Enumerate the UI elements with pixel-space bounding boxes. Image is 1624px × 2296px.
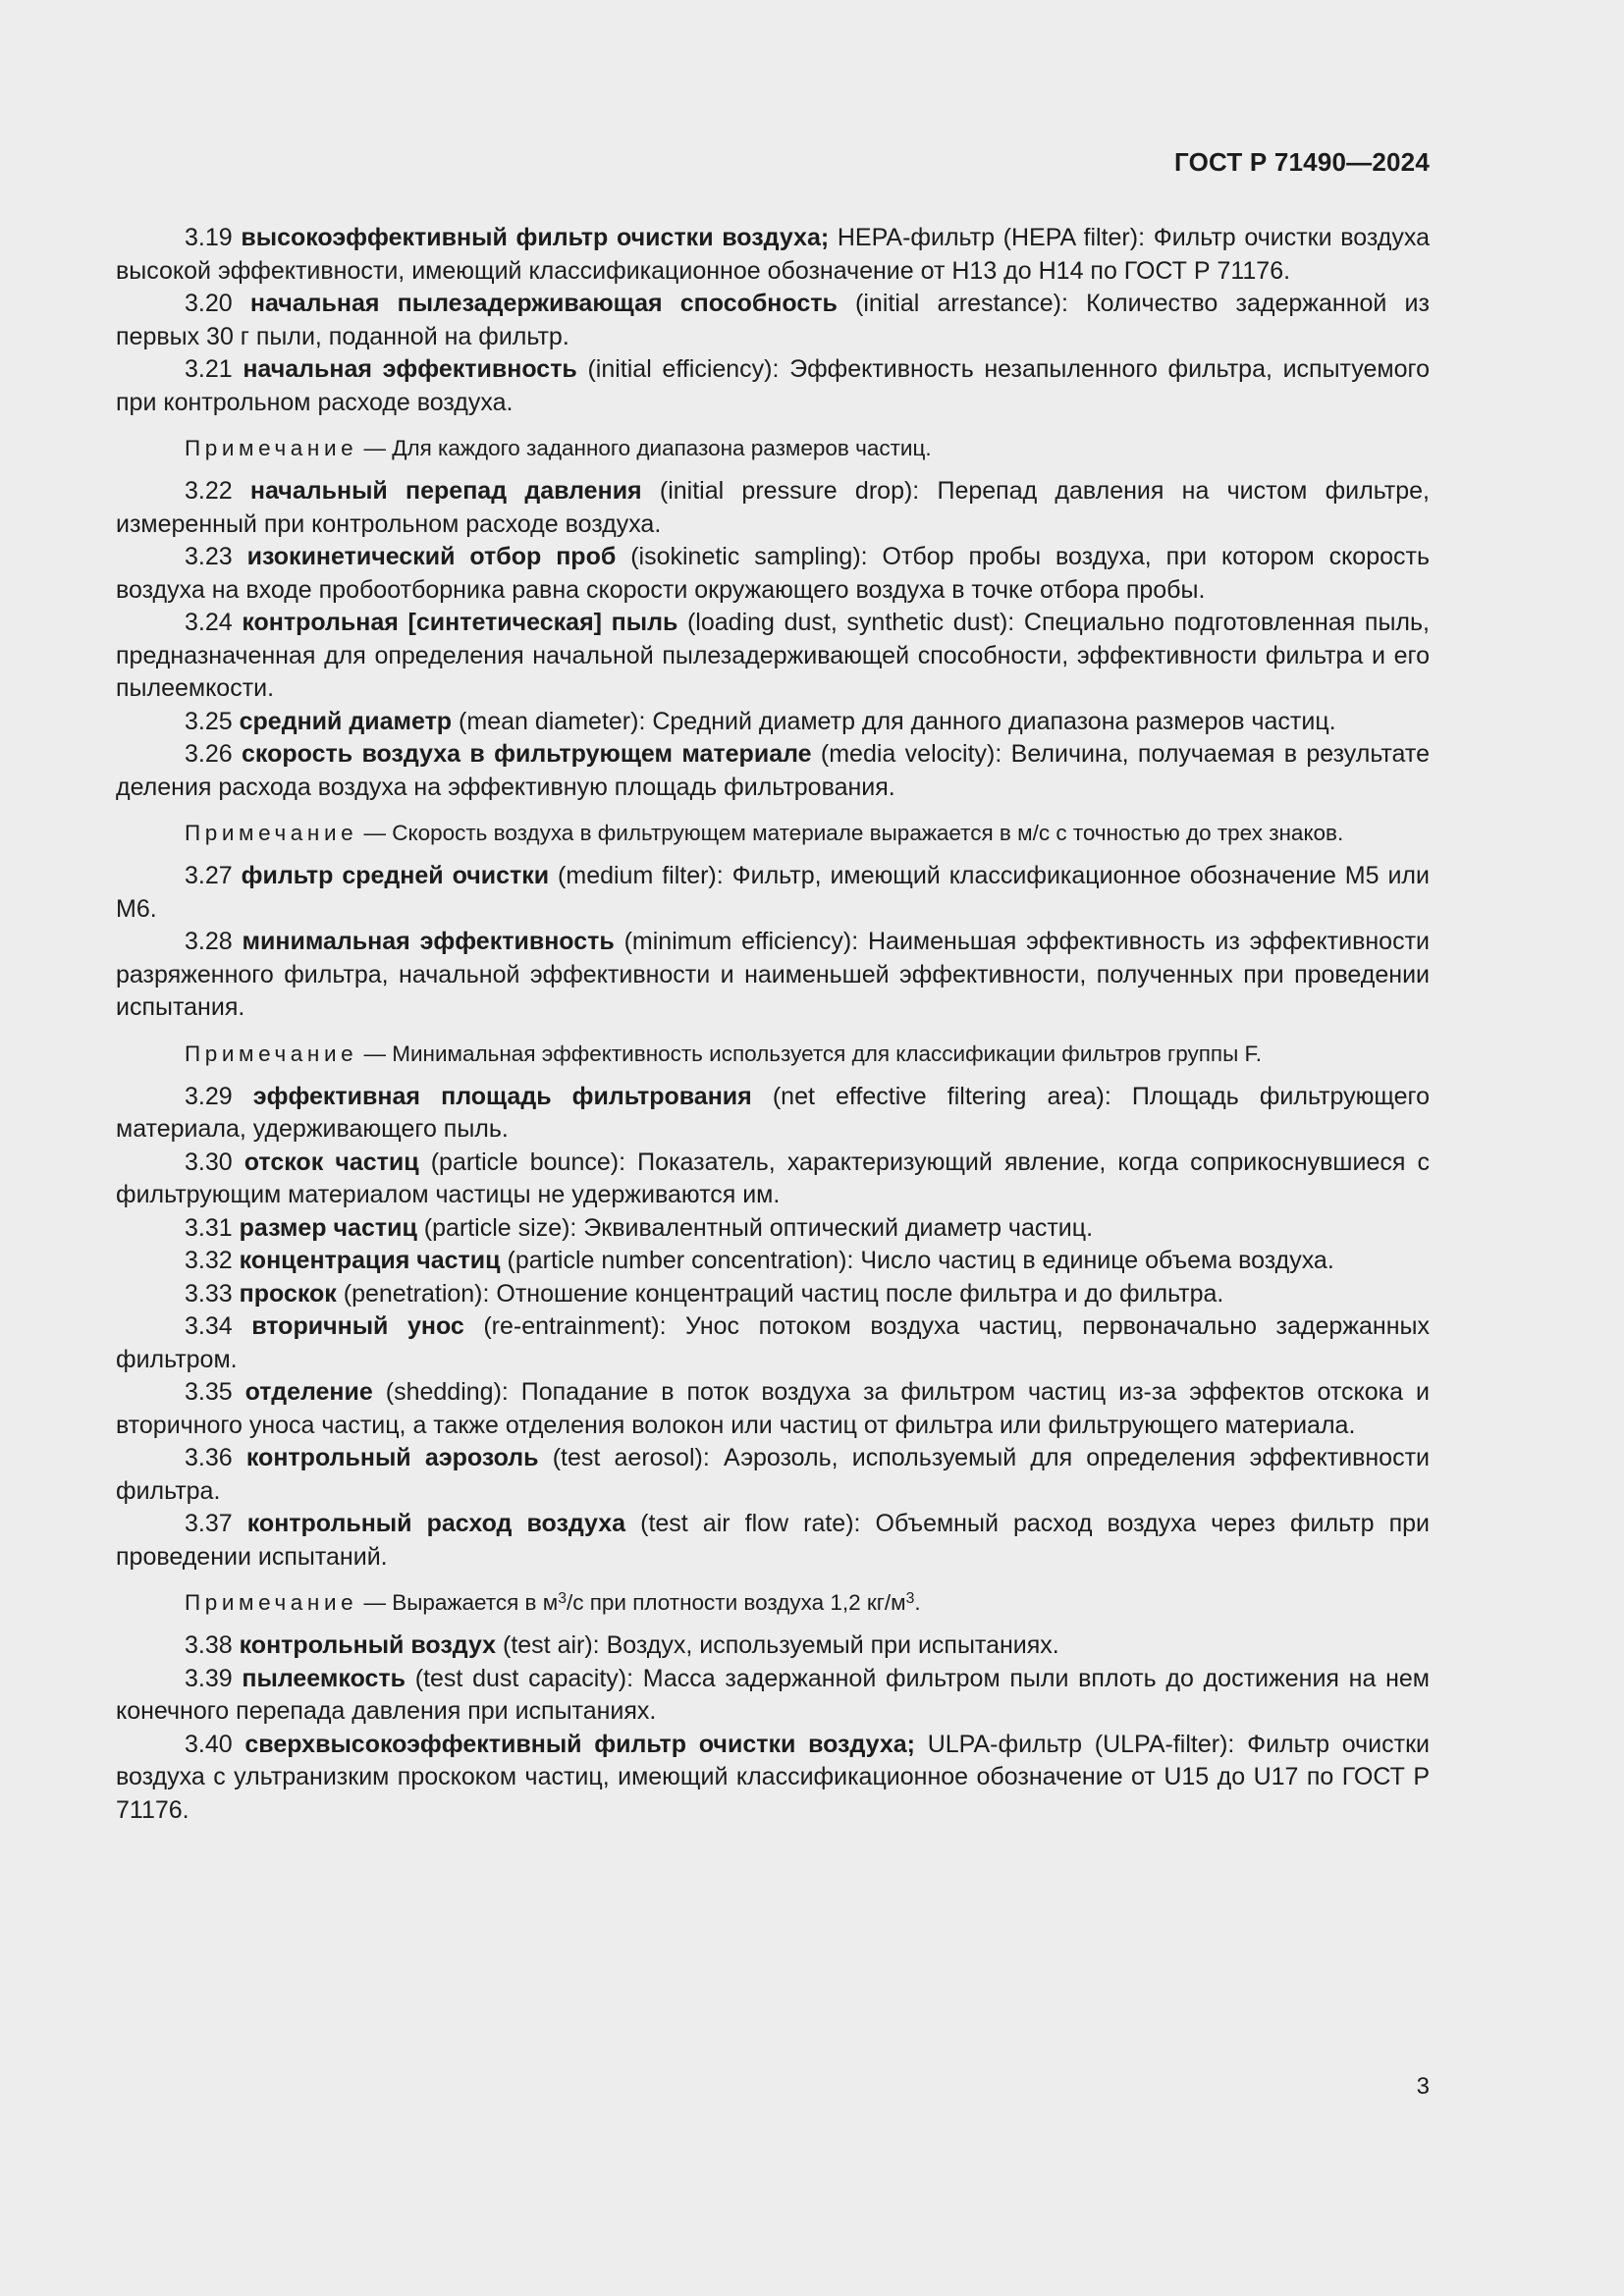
term-definition: (minimum efficiency): Наименьшая эффективность из эффективности разряженного фильтра, начальной эффективности и наименьшей эффективности, полученных при проведении испытания.: [116, 928, 1430, 1021]
note-3-37: [116, 1588, 1430, 1617]
term-number: 3.40: [185, 1730, 233, 1758]
term-entry-3-34: [116, 1310, 1430, 1376]
term-entry-3-20: [116, 288, 1430, 353]
term-entry-3-24: [116, 607, 1430, 706]
term-entry-3-22: [116, 475, 1430, 541]
term-definition: (test air flow rate): Объемный расход воздуха через фильтр при проведении испытаний.: [116, 1510, 1430, 1571]
term-number: 3.22: [185, 477, 233, 505]
term-definition: (particle number concentration): Число частиц в единице объема воздуха.: [500, 1247, 1334, 1274]
term-entry-3-31: [116, 1212, 1430, 1246]
note-3-26: [116, 819, 1430, 847]
term-number: 3.33: [185, 1279, 233, 1308]
document-code-header: ГОСТ Р 71490—2024: [1174, 147, 1430, 177]
term-entry-3-33: [116, 1278, 1430, 1311]
term-title: контрольный расход воздуха: [246, 1510, 626, 1537]
term-number: 3.21: [185, 355, 233, 383]
term-title: изокинетический отбор проб: [246, 543, 617, 570]
note-text: — Скорость воздуха в фильтрующем материале выражается в м/с с точностью до трех знаков.: [357, 821, 1344, 845]
term-title: контрольный воздух: [239, 1631, 497, 1659]
term-entry-3-23: [116, 541, 1430, 607]
term-number: 3.25: [185, 707, 233, 735]
term-entry-3-35: [116, 1376, 1430, 1442]
term-definition: ULPA-фильтр (ULPA-filter): Фильтр очистки воздуха с ультранизким проскоком частиц, имеющий классификационное обозначение от U15 до U17 по ГОСТ Р 71176.: [116, 1730, 1430, 1824]
term-title: пылеемкость: [242, 1664, 406, 1692]
term-definition: HEPA-фильтр (HEPA filter): Фильтр очистки воздуха высокой эффективности, имеющий классификационное обозначение от Н13 до Н14 по ГОСТ Р 71176.: [116, 224, 1430, 285]
page-number: 3: [1416, 2073, 1430, 2100]
term-number: 3.20: [185, 290, 233, 317]
term-title: концентрация частиц: [239, 1247, 501, 1274]
term-title: отделение: [244, 1378, 373, 1406]
note-text-mid: /с при плотности воздуха 1,2 кг/м: [566, 1590, 906, 1615]
term-entry-3-38: [116, 1629, 1430, 1663]
terms-list: [116, 222, 1430, 1827]
term-entry-3-36: [116, 1442, 1430, 1508]
note-3-21: [116, 434, 1430, 462]
term-number: 3.23: [185, 543, 233, 570]
term-title: размер частиц: [239, 1213, 417, 1242]
note-3-28: [116, 1040, 1430, 1068]
term-title: отскок частиц: [244, 1148, 419, 1176]
note-label: Примечание: [185, 1590, 358, 1615]
term-title: высокоэффективный фильтр очистки воздуха;: [241, 224, 830, 251]
term-number: 3.37: [185, 1510, 233, 1537]
term-definition: (initial arrestance): Количество задержанной из первых 30 г пыли, поданной на фильтр.: [116, 290, 1430, 350]
term-number: 3.36: [185, 1444, 233, 1471]
term-title: проскок: [239, 1279, 337, 1308]
term-number: 3.28: [185, 928, 233, 955]
term-title: скорость воздуха в фильтрующем материале: [242, 740, 812, 768]
term-number: 3.32: [185, 1247, 233, 1274]
term-entry-3-27: [116, 860, 1430, 926]
note-text-post: .: [914, 1590, 921, 1615]
term-definition: (medium filter): Фильтр, имеющий классификационное обозначение М5 или М6.: [116, 862, 1430, 923]
term-entry-3-25: [116, 706, 1430, 739]
note-label: Примечание: [185, 1041, 358, 1066]
term-definition: (particle bounce): Показатель, характеризующий явление, когда соприкоснувшиеся с фильтрующим материалом частицы не удерживаются им.: [116, 1148, 1430, 1208]
term-entry-3-30: [116, 1147, 1430, 1212]
term-entry-3-26: [116, 738, 1430, 804]
term-title: контрольная [синтетическая] пыль: [242, 609, 678, 636]
term-definition: (loading dust, synthetic dust): Специально подготовленная пыль, предназначенная для определения начальной пылезадерживающей способности, эффективности фильтра и его пылеемкости.: [116, 609, 1430, 702]
term-number: 3.39: [185, 1664, 233, 1692]
term-title: эффективная площадь фильтрования: [252, 1082, 752, 1110]
term-definition: (test dust capacity): Масса задержанной фильтром пыли вплоть до достижения на нем конечного перепада давления при испытаниях.: [116, 1664, 1430, 1725]
term-number: 3.30: [185, 1148, 233, 1176]
term-definition: (test air): Воздух, используемый при испытаниях.: [496, 1631, 1059, 1659]
term-number: 3.24: [185, 609, 233, 636]
term-title: начальный перепад давления: [249, 477, 642, 505]
note-label: Примечание: [185, 821, 358, 845]
term-title: начальная эффективность: [243, 355, 577, 383]
term-entry-3-19: [116, 222, 1430, 288]
term-title: контрольный аэрозоль: [245, 1444, 539, 1471]
term-entry-3-21: [116, 353, 1430, 419]
superscript-3: 3: [558, 1589, 567, 1607]
term-title: вторичный унос: [251, 1312, 464, 1340]
term-definition: (mean diameter): Средний диаметр для данного диапазона размеров частиц.: [452, 707, 1336, 735]
superscript-3: 3: [905, 1589, 915, 1607]
term-number: 3.26: [185, 740, 233, 768]
term-number: 3.29: [185, 1082, 233, 1110]
term-definition: (initial efficiency): Эффективность незапыленного фильтра, испытуемого при контрольном расходе воздуха.: [116, 355, 1430, 416]
term-number: 3.27: [185, 862, 233, 889]
term-number: 3.34: [185, 1312, 233, 1340]
term-definition: (media velocity): Величина, получаемая в результате деления расхода воздуха на эффективную площадь фильтрования.: [116, 740, 1430, 801]
note-text-pre: — Выражается в м: [357, 1590, 559, 1615]
term-definition: (isokinetic sampling): Отбор пробы воздуха, при котором скорость воздуха на входе пробоотборника равна скорости окружающего воздуха в точке отбора пробы.: [116, 543, 1430, 604]
note-text: — Минимальная эффективность используется для классификации фильтров группы F.: [357, 1041, 1263, 1066]
term-number: 3.38: [185, 1631, 233, 1659]
term-entry-3-40: [116, 1729, 1430, 1828]
term-definition: (shedding): Попадание в поток воздуха за фильтром частиц из-за эффектов отскока и вторичного уноса частиц, а также отделения волокон или частиц от фильтра или фильтрующего материала.: [116, 1378, 1430, 1439]
note-label: Примечание: [185, 436, 358, 460]
term-entry-3-28: [116, 926, 1430, 1025]
term-number: 3.31: [185, 1213, 233, 1242]
term-definition: (net effective filtering area): Площадь фильтрующего материала, удерживающего пыль.: [116, 1082, 1430, 1143]
term-entry-3-37: [116, 1508, 1430, 1574]
term-number: 3.19: [185, 224, 233, 251]
term-number: 3.35: [185, 1378, 233, 1406]
term-definition: (particle size): Эквивалентный оптический диаметр частиц.: [416, 1213, 1094, 1242]
term-title: минимальная эффективность: [242, 928, 615, 955]
term-entry-3-29: [116, 1081, 1430, 1147]
term-entry-3-39: [116, 1663, 1430, 1729]
note-text: — Для каждого заданного диапазона размеров частиц.: [357, 436, 932, 460]
term-definition: (re-entrainment): Унос потоком воздуха частиц, первоначально задержанных фильтром.: [116, 1312, 1430, 1373]
term-title: средний диаметр: [239, 707, 453, 735]
term-definition: (initial pressure drop): Перепад давления на чистом фильтре, измеренный при контрольном расходе воздуха.: [116, 477, 1431, 538]
term-title: начальная пылезадерживающая способность: [249, 290, 838, 317]
term-definition: (test aerosol): Аэрозоль, используемый для определения эффективности фильтра.: [116, 1444, 1431, 1505]
term-entry-3-32: [116, 1245, 1430, 1278]
term-title: сверхвысокоэффективный фильтр очистки воздуха;: [244, 1730, 915, 1758]
term-title: фильтр средней очистки: [241, 862, 550, 889]
term-definition: (penetration): Отношение концентраций частиц после фильтра и до фильтра.: [336, 1279, 1224, 1308]
